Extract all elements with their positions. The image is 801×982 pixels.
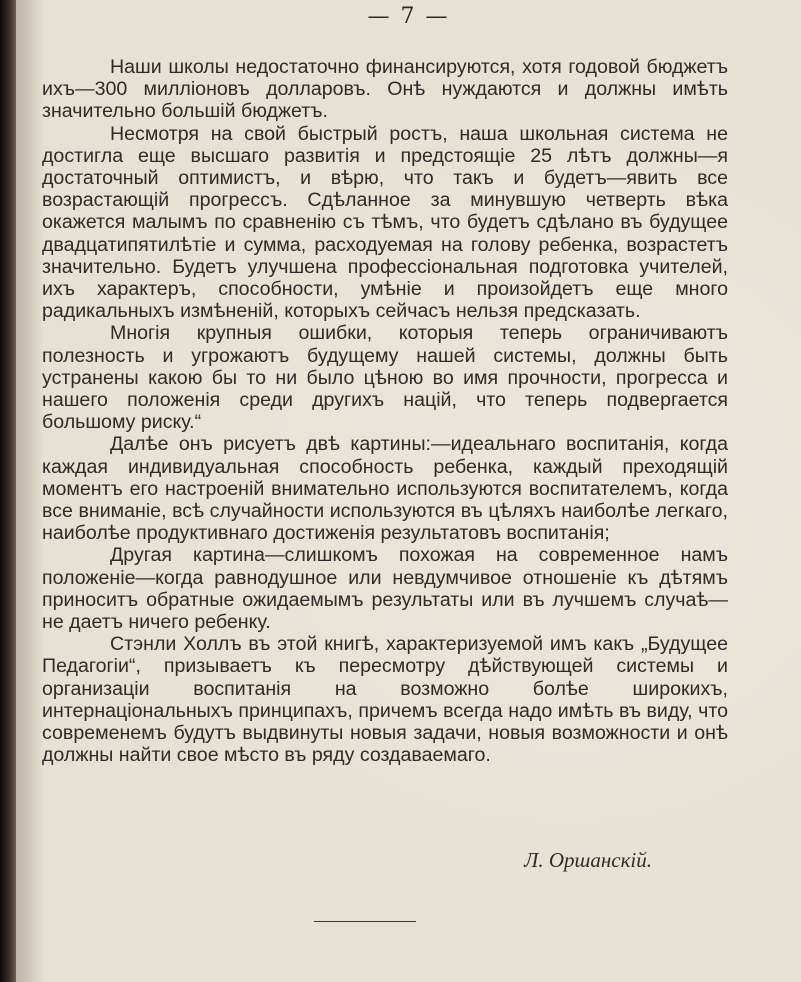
book-page: [16, 0, 801, 982]
author-signature: Л. Оршанскiй.: [524, 848, 652, 872]
paragraph: Далѣе онъ рисуетъ двѣ картины:—идеальнаго воспитанiя, когда каждая индивидуальная способность ребенка, каждый преходящiй моментъ его настроенiй внимательно используются воспитателемъ, когда все вниманiе, всѣ случайности используются въ цѣляхъ наиболѣе легкаго, наиболѣе продуктивнаго достиженiя результатовъ воспитанiя;: [42, 433, 728, 545]
book-spine-shadow: [0, 0, 16, 982]
paragraph: Другая картина—слишкомъ похожая на современное намъ положенiе—когда равнодушное или невдумчивое отношенiе къ дѣтямъ приноситъ обратные ожидаемымъ результаты или въ лучшемъ случаѣ—не даетъ ничего ребенку.: [42, 544, 728, 634]
paragraph: Наши школы недостаточно финансируются, хотя годовой бюджетъ ихъ—300 миллiоновъ долларовъ. Онѣ нуждаются и должны имѣть значительно большiй бюджетъ.: [42, 56, 728, 123]
end-rule-divider: [314, 921, 416, 922]
paragraph: Стэнли Холлъ въ этой книгѣ, характеризуемой имъ какъ „Будущее Педагогiи“, призываетъ къ пересмотру дѣйствующей системы и организацiи воспитанiя на возможно болѣе широкихъ, интернацiональныхъ принципахъ, причемъ всегда надо имѣть въ виду, что современемъ будутъ выдвинуты новыя задачи, новыя возможности и онѣ должны найти свое мѣсто въ ряду создаваемаго.: [42, 633, 728, 767]
page-body-text: [42, 56, 728, 767]
paragraph: Многiя крупныя ошибки, которыя теперь ограничиваютъ полезность и угрожаютъ будущему нашей системы, должны быть устранены какою бы то ни было цѣною во имя прочности, прогресса и нашего положенiя среди другихъ нацiй, что теперь подвергается большому риску.“: [42, 322, 728, 434]
paragraph: Несмотря на свой быстрый ростъ, наша школьная система не достигла еще высшаго развитiя и предстоящiе 25 лѣтъ должны—я достаточный оптимистъ, и вѣрю, что такъ и будетъ—явить все возрастающiй прогрессъ. Сдѣланное за минувшую четверть вѣка окажется малымъ по сравненiю съ тѣмъ, что будетъ сдѣлано въ будущее двадцатипятилѣтiе и сумма, расходуемая на голову ребенка, возрастетъ значительно. Будетъ улучшена профессiональная подготовка учителей, ихъ характеръ, способности, умѣнiе и произойдетъ еще много радикальныхъ измѣненiй, которыхъ сейчасъ нельзя предсказать.: [42, 122, 728, 323]
page-number: — 7 —: [367, 4, 450, 29]
